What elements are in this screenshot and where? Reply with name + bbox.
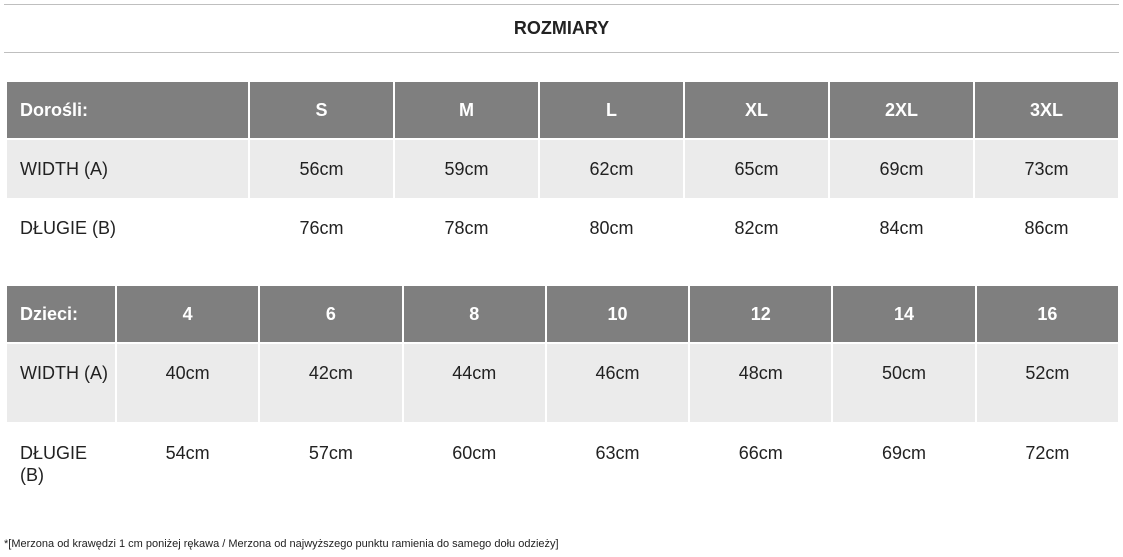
table-cell: 69cm [882,443,927,463]
page-title: ROZMIARY [513,18,610,38]
table-row [7,140,1118,198]
table-cell: 56cm [250,140,393,198]
size-header: 14 [833,286,974,344]
adults-header-label: Dorośli: [7,82,248,140]
table-cell: 76cm [299,217,344,238]
table-cell: 72cm [1025,443,1070,463]
table-cell: 62cm [540,140,683,198]
table-row [7,344,1118,422]
row-label: DŁUGIE (B) [20,443,88,485]
table-cell: 48cm [690,344,831,422]
size-header: 2XL [830,82,973,140]
size-header: 6 [260,286,401,344]
table-cell: 82cm [734,217,779,238]
table-cell: 63cm [595,443,640,463]
footnote: *[Merzona od krawędzi 1 cm poniżej rękawa / Merzona od najwyższego punktu ramienia do samego dołu odzieży] [4,538,559,550]
kids-size-table [5,286,1120,500]
table-cell: 46cm [547,344,688,422]
title-band [4,4,1119,53]
size-header: S [250,82,393,140]
table-row [7,198,1118,258]
table-cell: 69cm [830,140,973,198]
size-header: 16 [977,286,1118,344]
table-cell: 50cm [833,344,974,422]
table-cell: 44cm [404,344,545,422]
kids-header-label: Dzieci: [7,286,115,344]
table-cell: 78cm [444,217,489,238]
table-cell: 52cm [977,344,1118,422]
size-header: L [540,82,683,140]
table-cell: 57cm [308,443,353,463]
row-label: WIDTH (A) [7,344,115,422]
table-cell: 84cm [879,217,924,238]
table-cell: 59cm [395,140,538,198]
size-header: 4 [117,286,258,344]
table-row [7,422,1118,500]
adult-size-table [5,82,1120,258]
table-cell: 66cm [738,443,783,463]
table-cell: 73cm [975,140,1118,198]
table-cell: 54cm [165,443,210,463]
table-cell: 40cm [117,344,258,422]
table-cell: 86cm [1024,217,1069,238]
table-cell: 42cm [260,344,401,422]
table-cell: 80cm [589,217,634,238]
table-cell: 60cm [452,443,497,463]
size-header: 12 [690,286,831,344]
size-header: 3XL [975,82,1118,140]
table-header-row [7,82,1118,140]
table-cell: 65cm [685,140,828,198]
row-label: DŁUGIE (B) [20,217,117,238]
size-header: XL [685,82,828,140]
row-label: WIDTH (A) [7,140,248,198]
size-header: 8 [404,286,545,344]
size-header: M [395,82,538,140]
size-header: 10 [547,286,688,344]
table-header-row [7,286,1118,344]
